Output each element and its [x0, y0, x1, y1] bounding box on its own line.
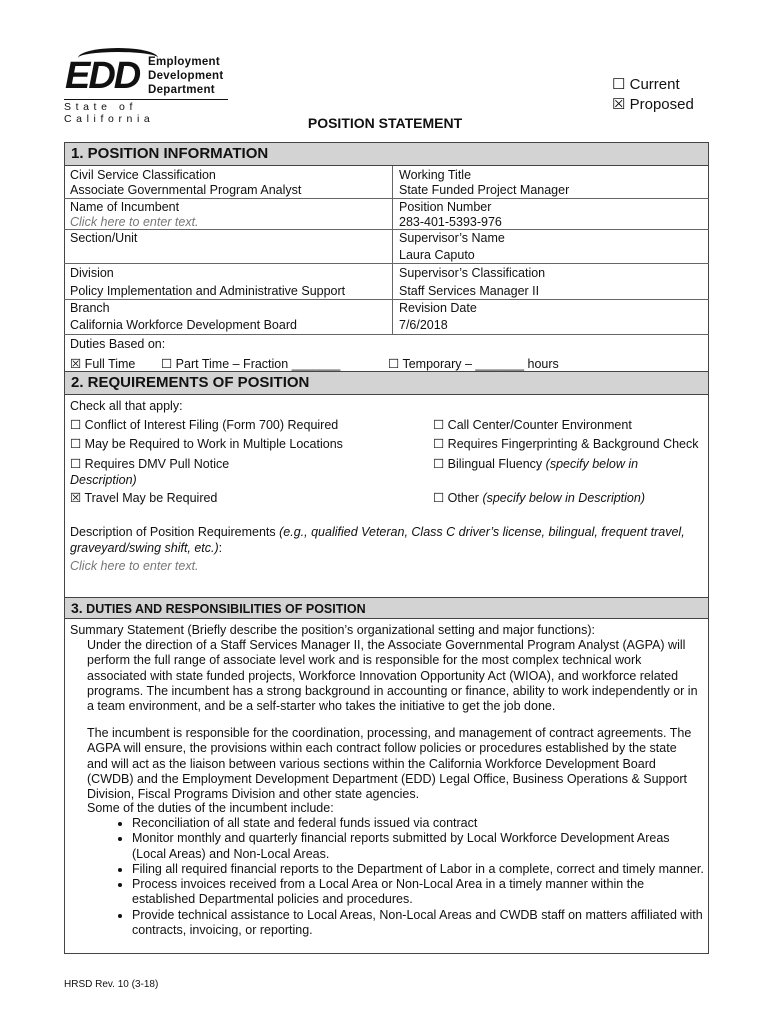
edd-logo: EDD: [65, 55, 140, 97]
civil-service-value[interactable]: Associate Governmental Program Analyst: [70, 183, 302, 197]
section3-header: [64, 597, 709, 619]
section3-number: 3.: [71, 600, 83, 616]
section2-header: 2. REQUIREMENTS OF POSITION: [64, 371, 709, 395]
duties-list: [70, 816, 705, 938]
req-dmv-pull[interactable]: ☐ Requires DMV Pull Notice: [70, 457, 230, 471]
supervisor-name-value[interactable]: Laura Caputo: [399, 248, 475, 262]
logo-line-2: Development: [148, 70, 224, 82]
duties-intro: Some of the duties of the incumbent include:: [87, 801, 334, 815]
req-travel[interactable]: ☒ Travel May be Required: [70, 491, 218, 505]
summary-label: Summary Statement (Briefly describe the position’s organizational setting and major functions):: [70, 623, 596, 637]
temporary-option[interactable]: ☐ Temporary – _______ hours: [388, 357, 559, 371]
logo-department-name: [148, 55, 224, 97]
desc-colon: :: [218, 541, 223, 555]
req-other[interactable]: [433, 490, 645, 506]
proposed-label: Proposed: [629, 96, 694, 113]
supervisor-class-label: Supervisor’s Classification: [399, 266, 546, 280]
position-number-label: Position Number: [399, 200, 492, 214]
desc-requirements-label: [70, 524, 685, 540]
desc-label: Description of Position Requirements: [70, 525, 276, 539]
duty-item: • Reconciliation of all state and federal funds issued via contract: [132, 816, 705, 831]
current-label: Current: [629, 76, 680, 93]
working-title-label: Working Title: [399, 168, 472, 182]
duty-item: • Monitor monthly and quarterly financial reports submitted by Local Workforce Development Areas (Local Areas) and Non-Local Areas.: [132, 831, 705, 862]
page-title: POSITION STATEMENT: [307, 115, 463, 131]
req-conflict-interest[interactable]: ☐ Conflict of Interest Filing (Form 700) Required: [70, 418, 339, 432]
current-checkbox[interactable]: ☐: [612, 76, 626, 93]
column-divider: [392, 166, 393, 335]
division-label: Division: [70, 266, 114, 280]
req-multiple-locations[interactable]: ☐ May be Required to Work in Multiple Locations: [70, 437, 343, 451]
working-title-value[interactable]: State Funded Project Manager: [399, 183, 570, 197]
duties-based-label: Duties Based on:: [70, 337, 166, 351]
incumbent-label: Name of Incumbent: [70, 200, 180, 214]
section3-title: DUTIES AND RESPONSIBILITIES OF POSITION: [86, 602, 366, 616]
logo-line-1: Employment: [148, 56, 221, 68]
summary-paragraph-2: The incumbent is responsible for the coordination, processing, and management of contract agreements. The AGPA will ensure, the provisions within each contract follow policies or procedures established by the state and will act as the liaison between various sections within the California Workforce Development Board (CWDB) and the Employment Development Department (EDD) Legal Office, Business Operations & Support Division, Fiscal Programs Division and other state agencies.: [87, 726, 692, 802]
supervisor-name-label: Supervisor’s Name: [399, 231, 505, 245]
req-other-note: (specify below in Description): [482, 491, 645, 505]
current-option[interactable]: [612, 75, 694, 95]
civil-service-label: Civil Service Classification: [70, 168, 216, 182]
row-divider: [64, 299, 709, 300]
req-bilingual-note-2: Description): [70, 473, 137, 487]
full-time-option[interactable]: ☒ Full Time: [70, 357, 136, 371]
duty-item: • Filing all required financial reports to the Department of Labor in a complete, correct and timely manner.: [132, 862, 705, 877]
proposed-checkbox[interactable]: ☒: [612, 96, 626, 113]
req-call-center[interactable]: ☐ Call Center/Counter Environment: [433, 418, 632, 432]
position-number-value[interactable]: 283-401-5393-976: [399, 215, 502, 229]
req-bilingual[interactable]: [433, 456, 638, 472]
desc-requirements-label-2: [70, 540, 222, 556]
part-time-option[interactable]: ☐ Part Time – Fraction _______: [161, 357, 341, 371]
revision-date-label: Revision Date: [399, 301, 477, 315]
branch-label: Branch: [70, 301, 110, 315]
logo-line-3: Department: [148, 84, 215, 96]
proposed-option[interactable]: [612, 95, 694, 115]
division-value[interactable]: Policy Implementation and Administrative Support: [70, 284, 346, 298]
incumbent-field[interactable]: Click here to enter text.: [70, 215, 199, 229]
req-bilingual-note: (specify below in: [545, 457, 639, 471]
section-unit-label: Section/Unit: [70, 231, 138, 245]
row-divider: [64, 263, 709, 264]
summary-paragraph-1: Under the direction of a Staff Services Manager II, the Associate Governmental Program Analyst (AGPA) will perform the full range of associate level work and is responsible for the most complex technical work associated with state funded projects, Workforce Innovation Opportunity Act (WIOA), and workforce related programs. The incumbent has a strong background in accounting or finance, ability to work independently or in a team environment, and be a self-starter who takes the initiative to get the job done.: [87, 638, 698, 714]
duty-item: • Process invoices received from a Local Area or Non-Local Area in a timely manner within the established Departmental policies and procedures.: [132, 877, 705, 908]
revision-date-value[interactable]: 7/6/2018: [399, 318, 448, 332]
section1-header: 1. POSITION INFORMATION: [64, 142, 709, 166]
row-divider: [64, 334, 709, 335]
desc-example: (e.g., qualified Veteran, Class C driver’s license, bilingual, frequent travel,: [279, 525, 685, 539]
status-checkboxes: [612, 75, 694, 115]
desc-requirements-field[interactable]: Click here to enter text.: [70, 559, 199, 573]
req-bilingual-label: ☐ Bilingual Fluency: [433, 457, 543, 471]
req-other-label: ☐ Other: [433, 491, 479, 505]
req-fingerprinting[interactable]: ☐ Requires Fingerprinting & Background Check: [433, 437, 699, 451]
desc-example-2: graveyard/swing shift, etc.): [70, 541, 219, 555]
duty-item: • Provide technical assistance to Local Areas, Non-Local Areas and CWDB staff on matters affiliated with contracts, invoicing, or reporting.: [132, 908, 705, 939]
logo-state: State of California: [64, 99, 228, 125]
supervisor-class-value[interactable]: Staff Services Manager II: [399, 284, 540, 298]
branch-value[interactable]: California Workforce Development Board: [70, 318, 297, 332]
check-all-label: Check all that apply:: [70, 399, 183, 413]
form-revision-footer: HRSD Rev. 10 (3-18): [64, 979, 159, 990]
